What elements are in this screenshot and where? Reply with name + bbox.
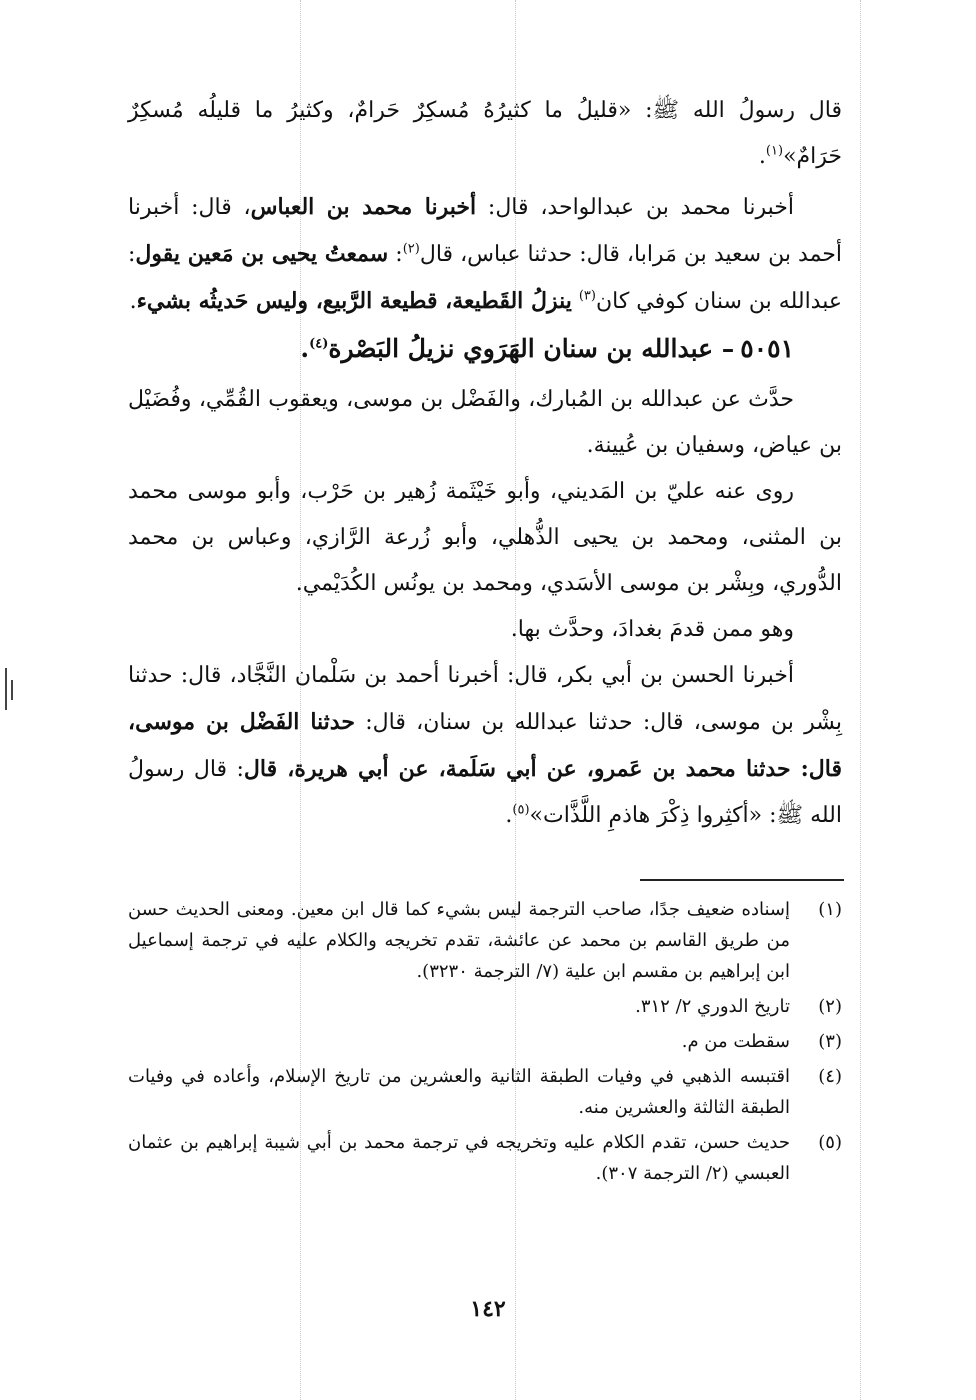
footnote-separator [640, 879, 844, 881]
footnote-text: اقتبسه الذهبي في وفيات الطبقة الثانية والعشرين من تاريخ الإسلام، وأعاده في وفيات الطبقة الثالثة والعشرين منه. [128, 1066, 790, 1118]
paragraph-text: أخبرنا الحسن بن أبي بكر، قال: أخبرنا أحمد بن سَلْمان النَّجَّاد، قال: حدثنا بِشْر بن موسى، قال: حدثنا عبدالله بن سنان، قال: [128, 663, 843, 735]
paragraph-hadith-isnad [128, 653, 842, 839]
paragraph-text: : قال رسولُ الله ﷺ: «أكثِروا ذِكْرَ هاذمِ اللَّذَّات» [128, 757, 842, 828]
paragraph-isnad [128, 184, 842, 325]
entry-title: عبدالله بن سنان الهَرَوي نزيلُ البَصْرة [328, 334, 714, 363]
paragraph-hadith-quote [128, 88, 842, 180]
paragraph-text-bold: سمعتُ يحيى بن مَعين يقول [135, 241, 389, 267]
footnote [128, 991, 842, 1022]
footnote-text: سقطت من م. [681, 1031, 790, 1052]
main-text [128, 88, 842, 839]
paragraph-baghdad: وهو ممن قدمَ بغدادَ، وحدَّث بها. [510, 617, 794, 642]
heading-dash: – [721, 334, 735, 363]
footnote-text: تاريخ الدوري ٢/ ٣١٢. [635, 996, 790, 1017]
paragraph-text: قال رسولُ الله ﷺ: «قليلُ ما كثيرُهُ مُسكِرٌ حَرامٌ، وكثيرُ ما قليلُه مُسكِرٌ حَرَامٌ» [128, 98, 842, 169]
footnote-text: إسناده ضعيف جدًا، صاحب الترجمة ليس بشيء كما قال ابن معين. ومعنى الحديث حسن من طريق القاسم بن محمد عن عائشة، تقدم تخريجه والكلام عليه في ترجمة إسماعيل ابن إبراهيم بن مقسم ابن علية (٧/ الترجمة ٣٢٣٠). [128, 899, 790, 982]
paragraph-text: . [129, 289, 137, 314]
footnote [128, 1127, 842, 1189]
footnote-ref: (١) [765, 143, 784, 159]
paragraph-text: . [505, 803, 513, 828]
footnote-ref: (٤) [309, 336, 329, 352]
scan-artifact-line [860, 0, 861, 1400]
footnote [128, 1061, 842, 1123]
paragraph-teachers: حدَّث عن عبدالله بن المُبارك، والفَضْل بن موسى، ويعقوب القُمِّي، وفُضَيْل بن عياض، وسفيان بن عُيينة. [128, 387, 842, 458]
paragraph-students: روى عنه عليّ بن المَديني، وأبو خَيْثَمة زُهير بن حَرْب، وأبو موسى محمد بن المثنى، ومحمد بن يحيى الذُّهلي، وأبو زُرعة الرَّازي، وعباس بن محمد الدُّوري، وبِشْر بن موسى الأسَدي، ومحمد بن يونُس الكُدَيْمي. [128, 479, 842, 596]
scan-margin-mark [11, 680, 13, 700]
entry-number: ٥٠٥١ [740, 334, 794, 363]
paragraph-text-bold: أخبرنا محمد بن العباس [250, 194, 477, 220]
paragraph-text: أخبرنا محمد بن عبدالواحد، قال: [476, 195, 795, 220]
paragraph-text: ، قال: أخبرنا أحمد بن سعيد بن مَرابا، قال: حدثنا عباس، قال [128, 195, 843, 267]
footnote [128, 1026, 842, 1057]
heading-end: . [300, 334, 310, 363]
footnote [128, 894, 842, 987]
page-number: ١٤٢ [470, 1296, 506, 1322]
scan-margin-mark [5, 668, 7, 710]
footnote-number: (٥) [818, 1132, 842, 1153]
paragraph-text-bold: ينزلُ القَطيعة، قطيعة الرَّبيع، وليس حَديثُه بشيء [136, 288, 572, 314]
paragraph-text: : [388, 242, 403, 267]
paragraph-text-bold: حدثنا الفَضْل بن موسى، قال: حدثنا محمد بن عَمرو، عن أبي سَلَمة، عن أبي هريرة، قال [128, 709, 842, 782]
footnote-ref: (٥) [512, 802, 530, 818]
footnote-ref: (٣) [578, 288, 596, 304]
footnote-number: (٤) [818, 1066, 842, 1087]
footnote-number: (١) [818, 899, 842, 920]
entry-heading [128, 325, 842, 373]
paragraph-text: . [758, 144, 766, 169]
footnote-ref: (٢) [402, 241, 420, 257]
footnote-number: (٣) [818, 1031, 842, 1052]
footnotes [128, 894, 842, 1193]
footnote-text: حديث حسن، تقدم الكلام عليه وتخريجه في ترجمة محمد بن أبي شيبة إبراهيم بن عثمان العبسي (٢/ الترجمة ٣٠٧). [128, 1132, 790, 1184]
footnote-number: (٢) [818, 996, 842, 1017]
paragraph-text: : عبدالله بن سنان كوفي كان [128, 242, 842, 314]
paragraph-text [572, 289, 579, 314]
